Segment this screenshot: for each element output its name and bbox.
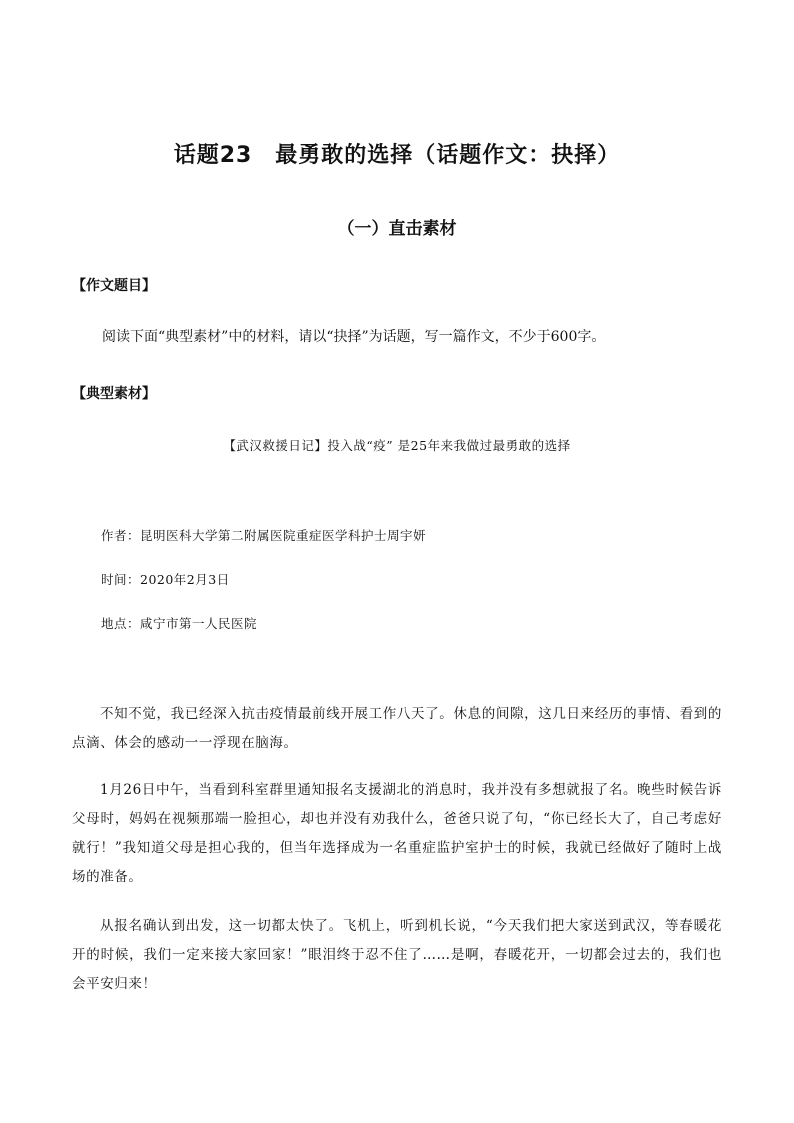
article-place: 地点：咸宁市第一人民医院	[101, 616, 258, 631]
material-heading: 【典型素材】	[72, 386, 156, 402]
article-author: 作者：昆明医科大学第二附属医院重症医学科护士周宇妍	[101, 528, 427, 543]
section-subtitle: （一）直击素材	[337, 219, 457, 239]
article-title: 【武汉救援日记】投入战“疫” 是25年来我做过最勇敢的选择	[223, 438, 571, 453]
body-paragraph: 不知不觉，我已经深入抗击疫情最前线开展工作八天了。休息的间隙，这几日来经历的事情、看到的点滴、体会的感动一一浮现在脑海。	[72, 706, 722, 751]
assignment-heading: 【作文题目】	[72, 278, 156, 294]
body-paragraph: 从报名确认到出发，这一切都太快了。飞机上，听到机长说，“今天我们把大家送到武汉，等春暖花开的时候，我们一定来接大家回家！”眼泪终于忍不住了……是啊，春暖花开，一切都会过去的，我们也会平安归来！	[72, 918, 722, 992]
page-title: 话题23 最勇敢的选择（话题作文：抉择）	[173, 143, 621, 168]
assignment-text: 阅读下面“典型素材”中的材料，请以“抉择”为话题，写一篇作文，不少于600字。	[102, 329, 606, 345]
article-time: 时间：2020年2月3日	[101, 572, 230, 587]
body-paragraph: 1月26日中午，当看到科室群里通知报名支援湖北的消息时，我并没有多想就报了名。晚些时候告诉父母时，妈妈在视频那端一脸担心，却也并没有劝我什么，爸爸只说了句，“你已经长大了，自己考虑好就行！”我知道父母是担心我的，但当年选择成为一名重症监护室护士的时候，我就已经做好了随时上战场的准备。	[72, 782, 722, 885]
